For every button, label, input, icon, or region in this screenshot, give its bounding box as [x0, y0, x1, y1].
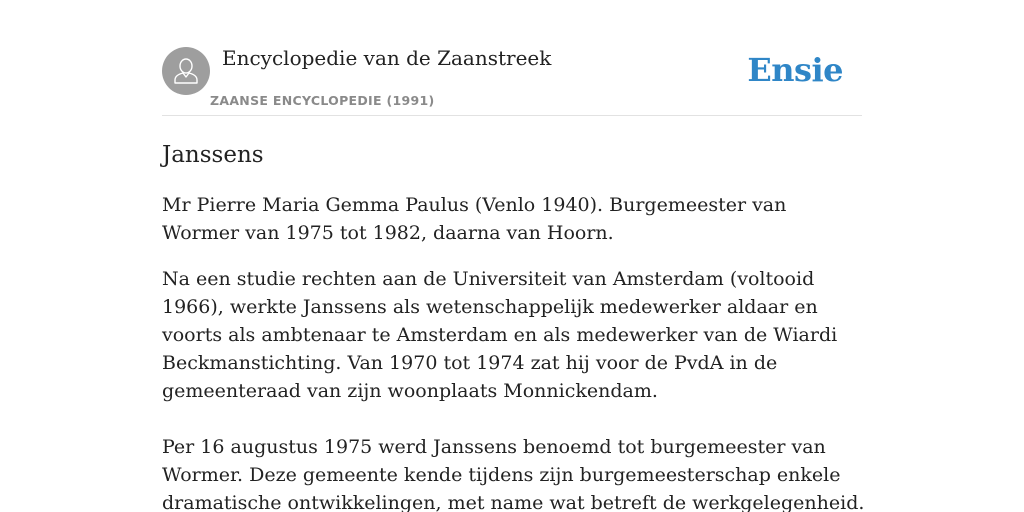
article-paragraph: Mr Pierre Maria Gemma Paulus (Venlo 1940). Burgemeester van Wormer van 1975 tot 1982, daarna van Hoorn. — [162, 194, 787, 244]
article-paragraph: Na een studie rechten aan de Universiteit van Amsterdam (voltooid 1966), werkte Janssens als wetenschappelijk medewerker aldaar en voorts als ambtenaar te Amsterdam en als medewerker van de Wiardi Beckmanstichting. Van 1970 tot 1974 zat hij voor de PvdA in de gemeenteraad van zijn woonplaats Monnickendam. — [162, 268, 838, 402]
source-subtitle: ZAANSE ENCYCLOPEDIE (1991) — [210, 93, 435, 108]
source-header — [162, 0, 862, 116]
source-title[interactable]: Encyclopedie van de Zaanstreek — [222, 46, 552, 70]
article-paragraph: Per 16 augustus 1975 werd Janssens benoemd tot burgemeester van Wormer. Deze gemeente kende tijdens zijn burgemeesterschap enkele dramatische ontwikkelingen, met name wat betreft de werkgelegenheid. — [162, 436, 865, 512]
user-silhouette-icon[interactable] — [162, 47, 210, 95]
brand-logo-link[interactable]: Ensie — [747, 51, 843, 89]
article-title: Janssens — [162, 142, 264, 168]
article — [162, 138, 868, 512]
